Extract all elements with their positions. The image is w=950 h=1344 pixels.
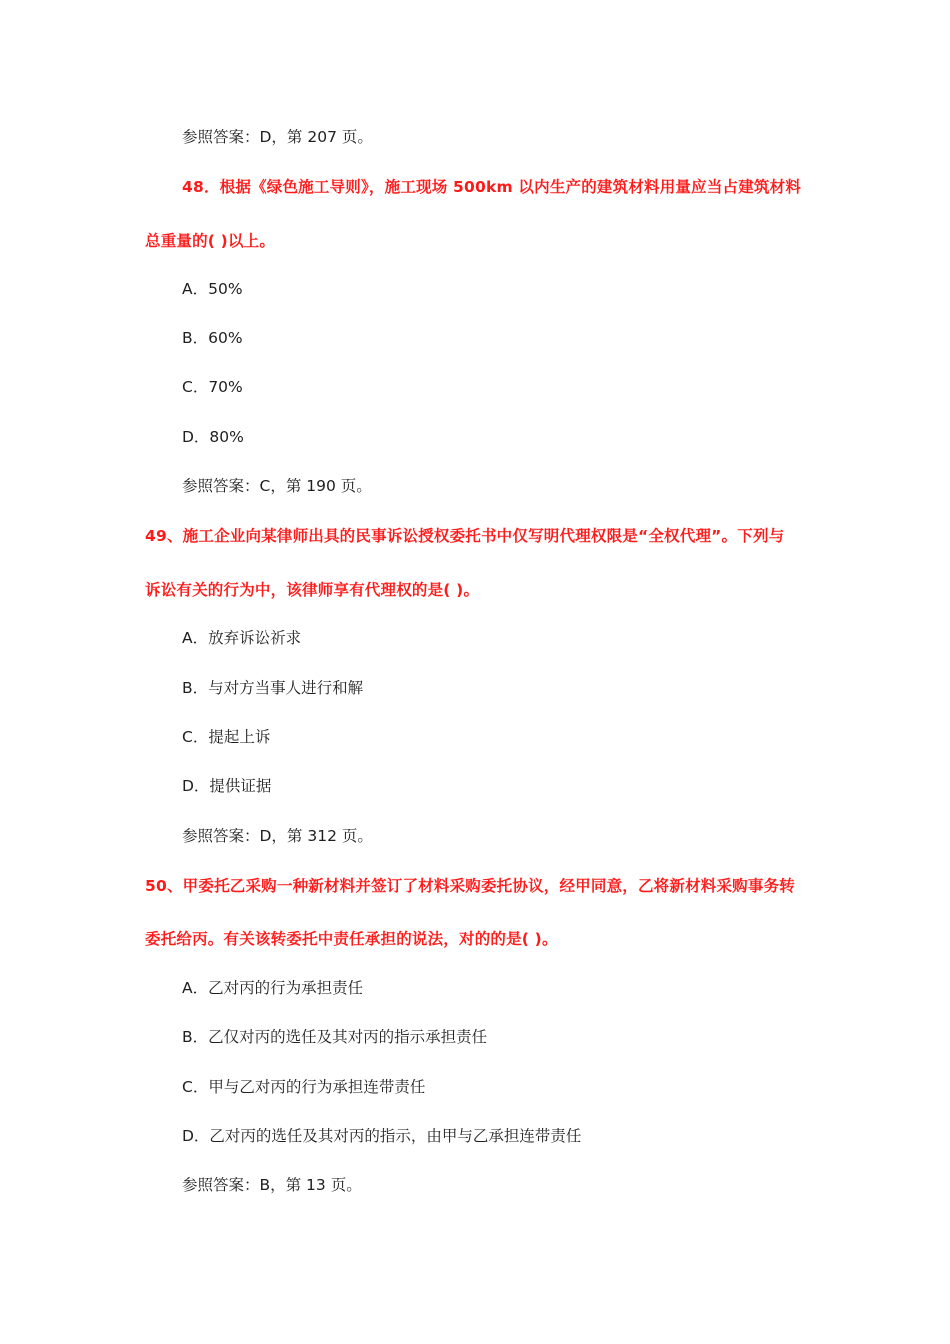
option-48-c: C．70% bbox=[182, 378, 243, 396]
option-50-c: C．甲与乙对丙的行为承担连带责任 bbox=[182, 1078, 426, 1096]
option-48-b: B．60% bbox=[182, 329, 243, 347]
option-50-b: B．乙仅对丙的选任及其对丙的指示承担责任 bbox=[182, 1028, 488, 1046]
answer-q49: 参照答案：D，第 312 页。 bbox=[182, 827, 373, 845]
option-49-c: C．提起上诉 bbox=[182, 728, 271, 746]
option-49-a: A．放弃诉讼祈求 bbox=[182, 629, 302, 647]
question-48-line-1: 48．根据《绿色施工导则》，施工现场 500km 以内生产的建筑材料用量应当占建筑材料 bbox=[182, 178, 802, 196]
option-50-d: D．乙对丙的选任及其对丙的指示，由甲与乙承担连带责任 bbox=[182, 1127, 582, 1145]
answer-q50: 参照答案：B，第 13 页。 bbox=[182, 1176, 362, 1194]
answer-q48: 参照答案：C，第 190 页。 bbox=[182, 477, 372, 495]
option-50-a: A．乙对丙的行为承担责任 bbox=[182, 979, 364, 997]
question-48-line-2: 总重量的( )以上。 bbox=[145, 232, 276, 250]
option-49-b: B．与对方当事人进行和解 bbox=[182, 679, 364, 697]
question-50-line-2: 委托给丙。有关该转委托中责任承担的说法，对的的是( )。 bbox=[145, 930, 558, 948]
option-48-a: A．50% bbox=[182, 280, 243, 298]
option-49-d: D．提供证据 bbox=[182, 777, 272, 795]
question-49-line-2: 诉讼有关的行为中，该律师享有代理权的是( )。 bbox=[145, 581, 480, 599]
answer-q47: 参照答案：D，第 207 页。 bbox=[182, 128, 373, 146]
question-49-line-1: 49、施工企业向某律师出具的民事诉讼授权委托书中仅写明代理权限是“全权代理”。下列与 bbox=[145, 527, 785, 545]
question-50-line-1: 50、甲委托乙采购一种新材料并签订了材料采购委托协议，经甲同意，乙将新材料采购事务转 bbox=[145, 877, 795, 895]
option-48-d: D．80% bbox=[182, 428, 244, 446]
